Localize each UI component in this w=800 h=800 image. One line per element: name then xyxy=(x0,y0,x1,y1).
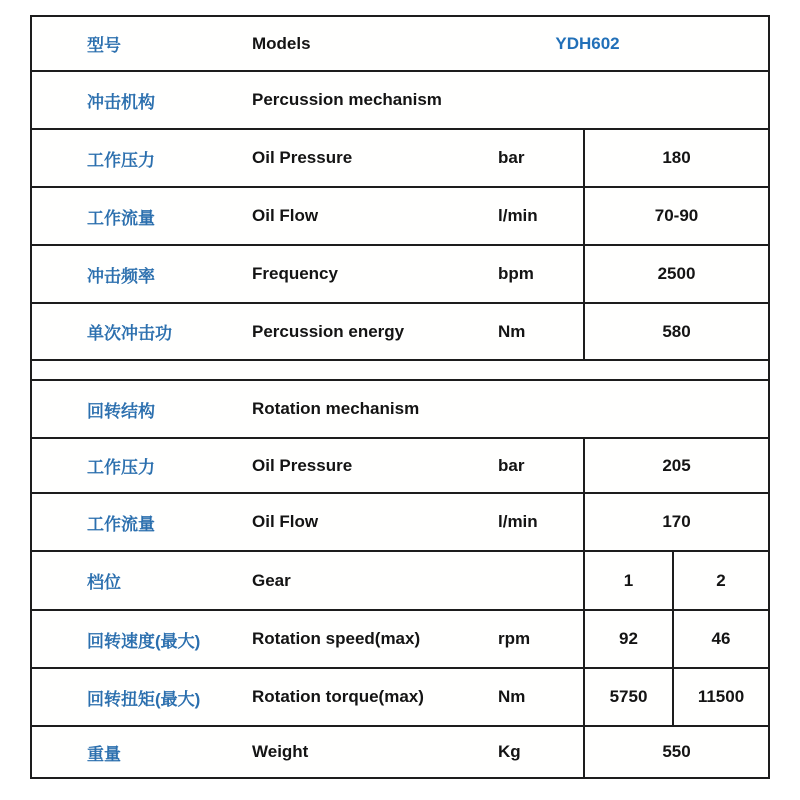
label-cn: 工作流量 xyxy=(87,514,155,534)
label-cn: 重量 xyxy=(87,744,121,764)
row-oil-pressure-percussion xyxy=(32,128,768,186)
label-en: Oil Flow xyxy=(252,512,319,531)
label-cn: 工作压力 xyxy=(87,458,155,477)
row-model xyxy=(32,17,768,70)
label-cn: 冲击频率 xyxy=(87,266,155,286)
label-en: Oil Pressure xyxy=(252,455,353,475)
label-cn-percussion-section: 冲击机构 xyxy=(87,92,155,112)
label-cn: 档位 xyxy=(87,573,121,592)
row-oil-flow-rotation xyxy=(32,492,768,550)
row-oil-pressure-rotation xyxy=(32,437,768,492)
label-cn: 回转扭矩(最大) xyxy=(87,689,201,709)
label-en-percussion-section: Percussion mechanism xyxy=(252,90,442,109)
row-gear xyxy=(32,550,768,609)
row-percussion-energy xyxy=(32,302,768,359)
row-frequency xyxy=(32,244,768,302)
unit: l/min xyxy=(498,512,538,531)
unit: l/min xyxy=(498,206,538,225)
label-cn: 工作压力 xyxy=(87,150,155,170)
value: 205 xyxy=(583,439,768,492)
value-gear-2: 11500 xyxy=(672,669,768,725)
label-cn: 回转速度(最大) xyxy=(87,631,201,651)
row-oil-flow-percussion xyxy=(32,186,768,244)
label-cn: 单次冲击功 xyxy=(87,324,172,343)
value: 550 xyxy=(583,727,768,777)
value-gear-1: 1 xyxy=(583,552,672,609)
unit: Nm xyxy=(498,321,526,341)
value-gear-1: 92 xyxy=(583,611,672,667)
label-en: Rotation torque(max) xyxy=(252,687,424,706)
value: 180 xyxy=(583,130,768,186)
label-cn: 工作流量 xyxy=(87,208,155,228)
label-en: Oil Pressure xyxy=(252,148,353,167)
row-spacer xyxy=(32,359,768,379)
value: 170 xyxy=(583,494,768,550)
row-rotation-speed xyxy=(32,609,768,667)
row-section-percussion xyxy=(32,70,768,128)
value: 70-90 xyxy=(583,188,768,244)
value-gear-2: 2 xyxy=(672,552,768,609)
label-en: Weight xyxy=(252,742,309,761)
label-en: Percussion energy xyxy=(252,321,405,341)
spec-table xyxy=(30,15,770,779)
unit: rpm xyxy=(498,629,531,648)
label-cn-rotation-section: 回转结构 xyxy=(87,401,155,421)
row-weight xyxy=(32,725,768,777)
row-rotation-torque xyxy=(32,667,768,725)
label-en: Rotation speed(max) xyxy=(252,629,421,648)
unit: bar xyxy=(498,455,525,475)
label-en-model: Models xyxy=(252,33,311,53)
label-en: Oil Flow xyxy=(252,206,319,225)
unit: bar xyxy=(498,148,525,167)
value-gear-1: 5750 xyxy=(583,669,672,725)
label-en: Frequency xyxy=(252,264,338,283)
label-en-rotation-section: Rotation mechanism xyxy=(252,399,420,418)
value: 580 xyxy=(583,304,768,359)
value: 2500 xyxy=(583,246,768,302)
unit: bpm xyxy=(498,264,534,283)
model-number: YDH602 xyxy=(555,33,620,53)
unit: Nm xyxy=(498,687,526,706)
unit xyxy=(495,552,583,609)
label-en: Gear xyxy=(252,570,291,590)
row-section-rotation xyxy=(32,379,768,437)
label-cn-model: 型号 xyxy=(87,36,121,55)
unit: Kg xyxy=(498,742,521,761)
value-gear-2: 46 xyxy=(672,611,768,667)
